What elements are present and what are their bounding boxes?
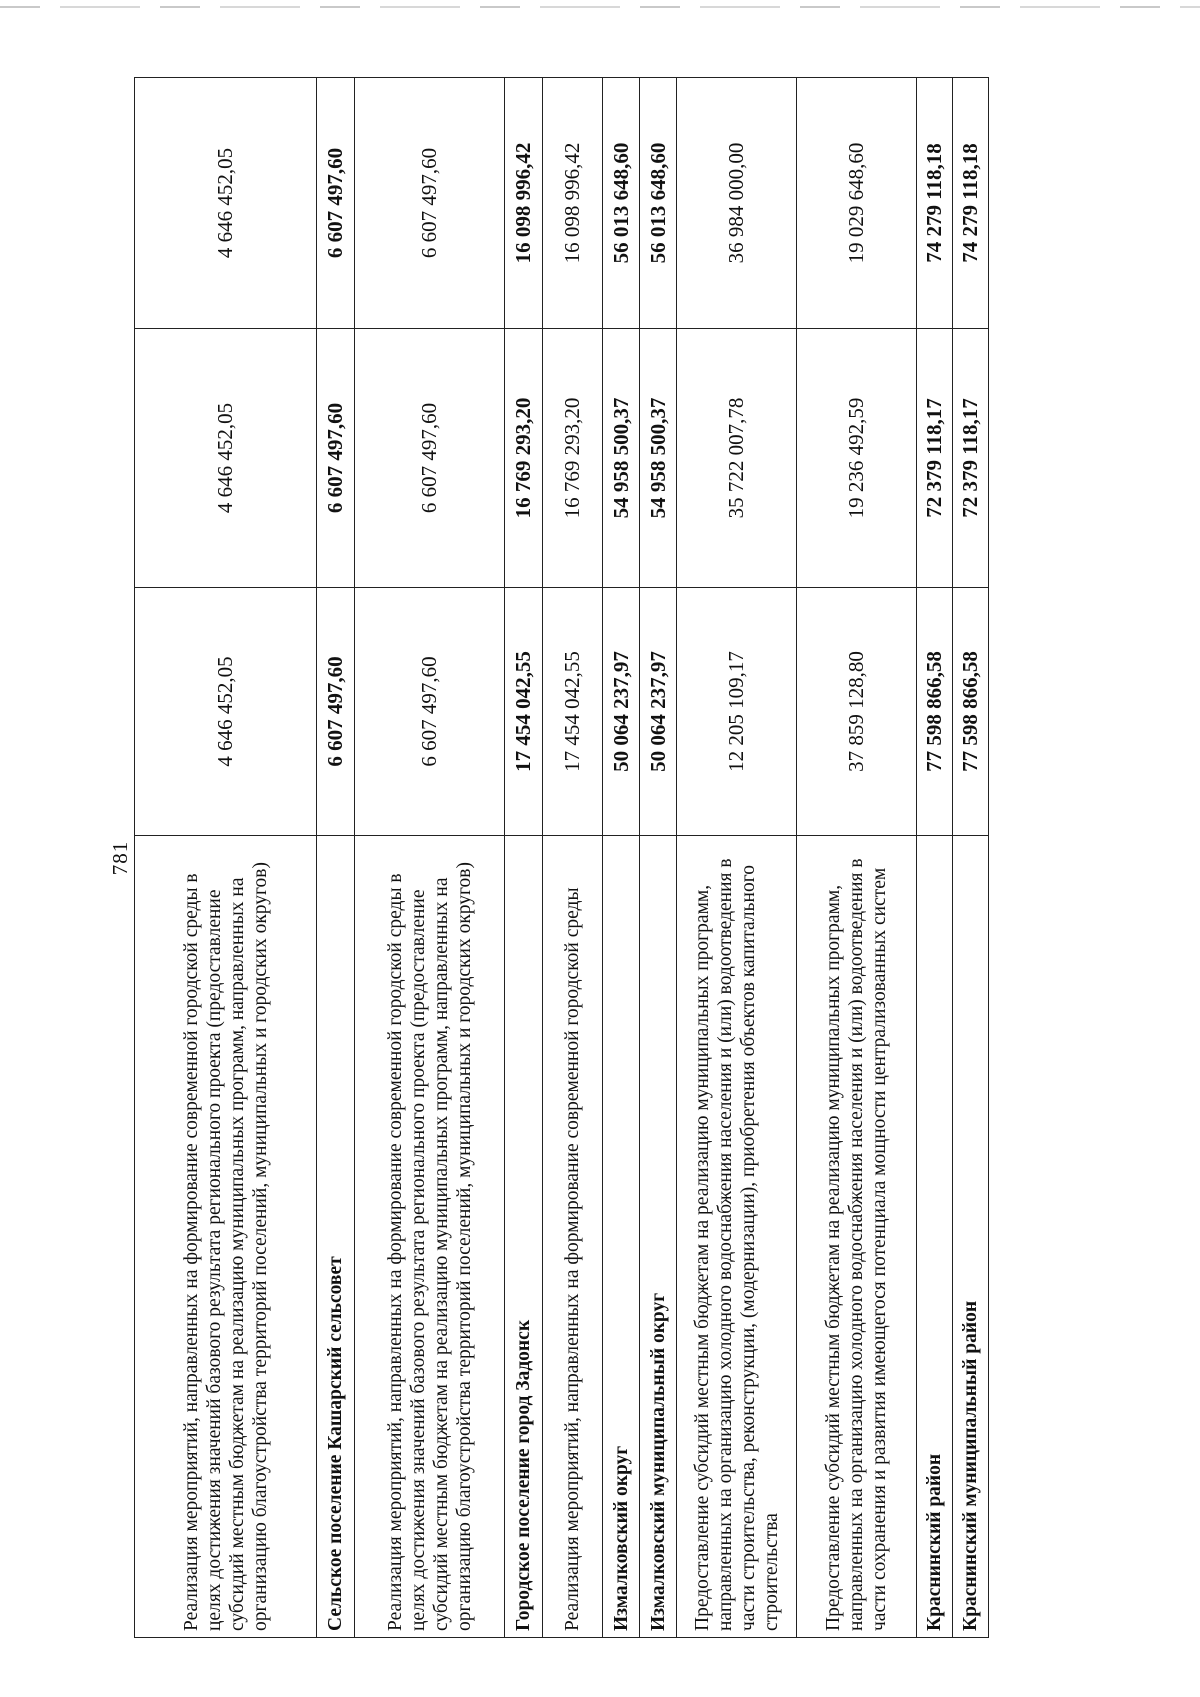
value-year-3: 16 098 996,42 xyxy=(505,78,543,329)
value-year-3: 4 646 452,05 xyxy=(135,78,317,329)
page-number: 781 xyxy=(108,840,132,876)
table-row xyxy=(640,78,677,1638)
row-name: Измалковский муниципальный округ xyxy=(640,836,677,1638)
value-year-2: 6 607 497,60 xyxy=(317,329,355,588)
row-name: Сельское поселение Кашарский сельсовет xyxy=(317,836,355,1638)
table-row xyxy=(317,78,355,1638)
value-year-1: 6 607 497,60 xyxy=(355,588,505,836)
value-year-2: 72 379 118,17 xyxy=(953,329,989,588)
value-year-2: 4 646 452,05 xyxy=(135,329,317,588)
row-name: Городское поселение город Задонск xyxy=(505,836,543,1638)
value-year-2: 19 236 492,59 xyxy=(797,329,917,588)
value-year-1: 77 598 866,58 xyxy=(953,588,989,836)
value-year-3: 56 013 648,60 xyxy=(640,78,677,329)
table-row xyxy=(543,78,603,1638)
table-row xyxy=(953,78,989,1638)
value-year-3: 56 013 648,60 xyxy=(603,78,640,329)
row-name: Реализация мероприятий, направленных на формирование современной городской среды xyxy=(543,836,603,1638)
value-year-2: 72 379 118,17 xyxy=(917,329,953,588)
value-year-1: 50 064 237,97 xyxy=(640,588,677,836)
value-year-2: 16 769 293,20 xyxy=(543,329,603,588)
value-year-1: 4 646 452,05 xyxy=(135,588,317,836)
value-year-3: 36 984 000,00 xyxy=(677,78,797,329)
value-year-1: 17 454 042,55 xyxy=(505,588,543,836)
value-year-1: 6 607 497,60 xyxy=(317,588,355,836)
value-year-3: 6 607 497,60 xyxy=(317,78,355,329)
row-name: Предоставление субсидий местным бюджетам на реализацию муниципальных программ, направленных на организацию холодного водоснабжения населения и (или) водоотведения в части сохранения и развития имеющегося потенциала мощности централизованных систем xyxy=(797,836,917,1638)
scan-edge-artifact xyxy=(0,6,1200,8)
value-year-2: 35 722 007,78 xyxy=(677,329,797,588)
table-row xyxy=(355,78,505,1638)
value-year-1: 50 064 237,97 xyxy=(603,588,640,836)
value-year-2: 6 607 497,60 xyxy=(355,329,505,588)
table-row xyxy=(505,78,543,1638)
value-year-3: 19 029 648,60 xyxy=(797,78,917,329)
table-row xyxy=(603,78,640,1638)
value-year-3: 16 098 996,42 xyxy=(543,78,603,329)
value-year-1: 17 454 042,55 xyxy=(543,588,603,836)
value-year-3: 74 279 118,18 xyxy=(953,78,989,329)
row-name: Краснинский муниципальный район xyxy=(953,836,989,1638)
value-year-1: 37 859 128,80 xyxy=(797,588,917,836)
row-name: Предоставление субсидий местным бюджетам на реализацию муниципальных программ, направленных на организацию холодного водоснабжения населения и (или) водоотведения в части строительства, реконструкции, (модернизации), приобретения объектов капитального строительства xyxy=(677,836,797,1638)
row-name: Реализация мероприятий, направленных на формирование современной городской среды в целях достижения значений базового результата регионального проекта (предоставление субсидий местным бюджетам на реализацию муниципальных программ, направленных на организацию благоустройства территорий поселений, муниципальных и городских округов) xyxy=(355,836,505,1638)
table-row xyxy=(135,78,317,1638)
value-year-3: 74 279 118,18 xyxy=(917,78,953,329)
value-year-2: 54 958 500,37 xyxy=(603,329,640,588)
table-row xyxy=(917,78,953,1638)
value-year-1: 12 205 109,17 xyxy=(677,588,797,836)
budget-table xyxy=(134,77,989,1638)
row-name: Измалковский округ xyxy=(603,836,640,1638)
table-row xyxy=(677,78,797,1638)
value-year-3: 6 607 497,60 xyxy=(355,78,505,329)
value-year-1: 77 598 866,58 xyxy=(917,588,953,836)
value-year-2: 54 958 500,37 xyxy=(640,329,677,588)
value-year-2: 16 769 293,20 xyxy=(505,329,543,588)
row-name: Реализация мероприятий, направленных на формирование современной городской среды в целях достижения значений базового результата регионального проекта (предоставление субсидий местным бюджетам на реализацию муниципальных программ, направленных на организацию благоустройства территорий поселений, муниципальных и городских округов) xyxy=(135,836,317,1638)
rotated-page xyxy=(94,78,1104,1638)
table-row xyxy=(797,78,917,1638)
row-name: Краснинский район xyxy=(917,836,953,1638)
